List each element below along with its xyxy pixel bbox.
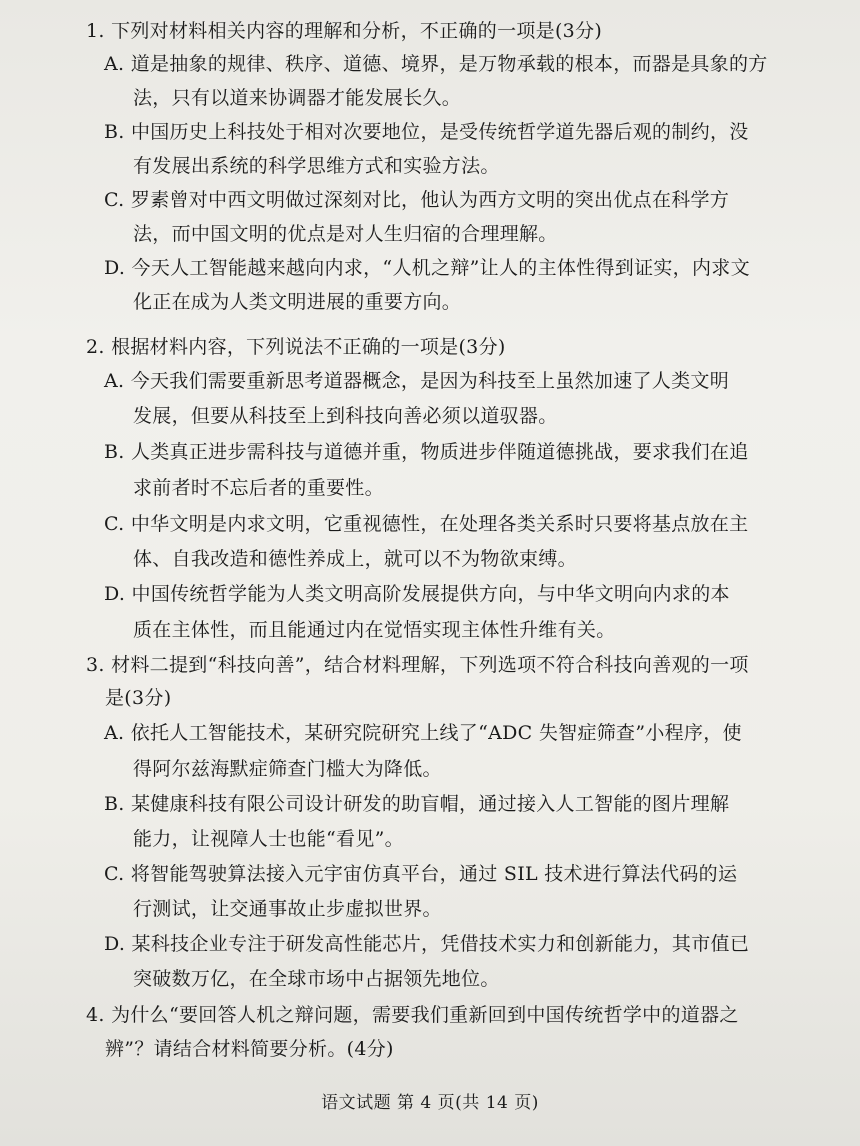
- q2-option-b-cont: 求前者时不忘后者的重要性。: [133, 477, 384, 499]
- q2-option-c-cont: 体、自我改造和德性养成上，就可以不为物欲束缚。: [133, 548, 577, 570]
- question-1-stem: 1. 下列对材料相关内容的理解和分析，不正确的一项是(3分): [86, 20, 603, 42]
- q1-option-d-cont: 化正在成为人类文明进展的重要方向。: [133, 291, 462, 313]
- q1-option-a-cont: 法，只有以道来协调器才能发展长久。: [133, 87, 462, 109]
- q3-option-a: A. 依托人工智能技术，某研究院研究上线了“ADC 失智症筛查”小程序，使: [104, 722, 742, 744]
- q3-option-b-cont: 能力，让视障人士也能“看见”。: [133, 828, 404, 850]
- q2-option-d: D. 中国传统哲学能为人类文明高阶发展提供方向，与中华文明向内求的本: [104, 583, 730, 605]
- question-4-stem-cont: 辨”？请结合材料简要分析。(4分): [105, 1038, 394, 1060]
- q3-option-d-cont: 突破数万亿，在全球市场中占据领先地位。: [133, 968, 500, 990]
- question-3-stem-cont: 是(3分): [105, 687, 172, 709]
- q1-option-c: C. 罗素曾对中西文明做过深刻对比，他认为西方文明的突出优点在科学方: [104, 189, 730, 211]
- q1-option-b: B. 中国历史上科技处于相对次要地位，是受传统哲学道先器后观的制约，没: [104, 121, 749, 143]
- question-2-stem: 2. 根据材料内容，下列说法不正确的一项是(3分): [86, 336, 506, 358]
- question-4-stem: 4. 为什么“要回答人机之辩问题，需要我们重新回到中国传统哲学中的道器之: [86, 1004, 739, 1026]
- q2-option-a: A. 今天我们需要重新思考道器概念，是因为科技至上虽然加速了人类文明: [104, 370, 730, 392]
- q2-option-c: C. 中华文明是内求文明，它重视德性，在处理各类关系时只要将基点放在主: [104, 513, 749, 535]
- q1-option-c-cont: 法，而中国文明的优点是对人生归宿的合理理解。: [133, 223, 558, 245]
- q2-option-a-cont: 发展，但要从科技至上到科技向善必须以道驭器。: [133, 405, 558, 427]
- q1-option-d: D. 今天人工智能越来越向内求，“人机之辩”让人的主体性得到证实，内求文: [104, 257, 750, 279]
- q2-option-b: B. 人类真正进步需科技与道德并重，物质进步伴随道德挑战，要求我们在追: [104, 441, 749, 463]
- q1-option-a: A. 道是抽象的规律、秩序、道德、境界，是万物承载的根本，而器是具象的方: [104, 53, 768, 75]
- q3-option-d: D. 某科技企业专注于研发高性能芯片，凭借技术实力和创新能力，其市值已: [104, 933, 750, 955]
- q3-option-b: B. 某健康科技有限公司设计研发的助盲帽，通过接入人工智能的图片理解: [104, 793, 730, 815]
- q1-option-b-cont: 有发展出系统的科学思维方式和实验方法。: [133, 155, 500, 177]
- q3-option-a-cont: 得阿尔兹海默症筛查门槛大为降低。: [133, 758, 442, 780]
- q3-option-c: C. 将智能驾驶算法接入元宇宙仿真平台，通过 SIL 技术进行算法代码的运: [104, 863, 738, 885]
- page-footer: 语文试题 第 4 页(共 14 页): [321, 1093, 539, 1113]
- q2-option-d-cont: 质在主体性，而且能通过内在觉悟实现主体性升维有关。: [133, 619, 616, 641]
- q3-option-c-cont: 行测试，让交通事故止步虚拟世界。: [133, 898, 442, 920]
- question-3-stem: 3. 材料二提到“科技向善”，结合材料理解，下列选项不符合科技向善观的一项: [86, 654, 749, 676]
